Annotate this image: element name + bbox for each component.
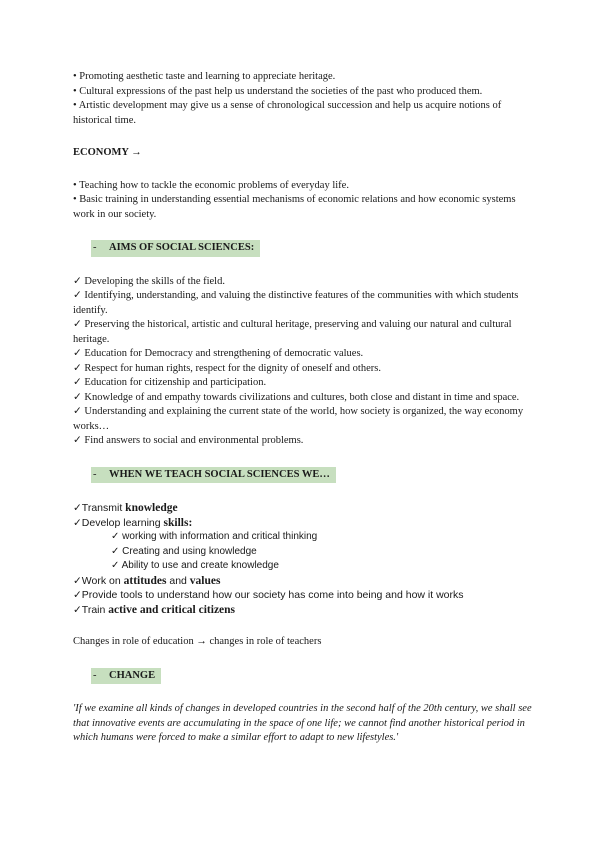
aims-dash: - [93, 242, 97, 253]
teach-list [73, 501, 533, 617]
changes-line: Changes in role of education → changes in role of teachers [73, 636, 322, 647]
teach-train [73, 603, 533, 618]
teach-transmit-bold: knowledge [125, 502, 178, 514]
aims-item: ✓ Understanding and explaining the current state of the world, how society is organized, the way economy works… [73, 406, 524, 432]
teach-provide: ✓Provide tools to understand how our society has come into being and how it works [73, 589, 464, 601]
teach-work-prefix: ✓Work on [73, 574, 124, 587]
teach-transmit-prefix: ✓Transmit [73, 502, 126, 514]
teach-heading [91, 467, 336, 484]
teach-work-bold-2: values [189, 574, 221, 587]
teach-develop [73, 516, 533, 531]
teach-work-mid: and [166, 574, 190, 587]
teach-work-bold-1: attitudes [123, 574, 167, 587]
aims-item: ✓ Preserving the historical, artistic and cultural heritage, preserving and valuing our natural and cultural heritage. [73, 319, 512, 345]
economy-heading: ECONOMY → [73, 147, 142, 158]
teach-transmit [73, 501, 533, 516]
teach-work [73, 574, 533, 589]
heritage-bullet-2: • Cultural expressions of the past help us understand the societies of the past who produced them. [73, 85, 483, 97]
aims-item: ✓ Knowledge of and empathy towards civilizations and cultures, both close and distant in time and space. [73, 391, 520, 403]
teach-sub-item: ✓ working with information and critical thinking [111, 531, 318, 542]
economy-bullet-1: • Teaching how to tackle the economic problems of everyday life. [73, 179, 349, 191]
aims-item: ✓ Respect for human rights, respect for the dignity of oneself and others. [73, 362, 381, 374]
teach-develop-prefix: ✓Develop learning [73, 516, 164, 529]
change-heading-text: CHANGE [109, 669, 156, 681]
change-dash: - [93, 669, 97, 681]
change-heading [91, 668, 161, 685]
aims-item: ✓ Education for citizenship and participation. [73, 377, 267, 388]
economy-bullet-2: • Basic training in understanding essential mechanisms of economic relations and how economic systems work in our society. [73, 194, 516, 220]
change-quote: 'If we examine all kinds of changes in developed countries in the second half of the 20th century, we shall see that innovative events are accumulating in the space of one life; we cannot find another historical period in which humans were forced to make a similar effort to adapt to new lifestyles.' [73, 703, 532, 743]
teach-sub-item: ✓ Creating and using knowledge [111, 545, 257, 557]
aims-item: ✓ Developing the skills of the field. [73, 275, 225, 287]
teach-train-bold: active and critical citizens [108, 603, 236, 616]
heritage-bullet-3: • Artistic development may give us a sense of chronological succession and help us acquire notions of historical time. [73, 100, 502, 126]
teach-develop-bold: skills: [163, 516, 193, 529]
aims-list [73, 275, 533, 449]
aims-item: ✓ Identifying, understanding, and valuing the distinctive features of the communities with which students identify. [73, 290, 519, 316]
aims-item: ✓ Education for Democracy and strengthening of democratic values. [73, 348, 364, 359]
aims-heading-text: AIMS OF SOCIAL SCIENCES: [109, 242, 255, 253]
aims-heading [91, 240, 260, 257]
aims-item: ✓ Find answers to social and environmental problems. [73, 435, 304, 446]
teach-dash: - [93, 468, 97, 480]
heritage-bullet-1: • Promoting aesthetic taste and learning to appreciate heritage. [73, 71, 336, 82]
teach-sub-item: ✓ Ability to use and create knowledge [111, 560, 279, 571]
teach-heading-text: WHEN WE TEACH SOCIAL SCIENCES WE… [109, 468, 330, 480]
document-page [73, 70, 533, 746]
teach-train-prefix: ✓Train [73, 603, 109, 616]
